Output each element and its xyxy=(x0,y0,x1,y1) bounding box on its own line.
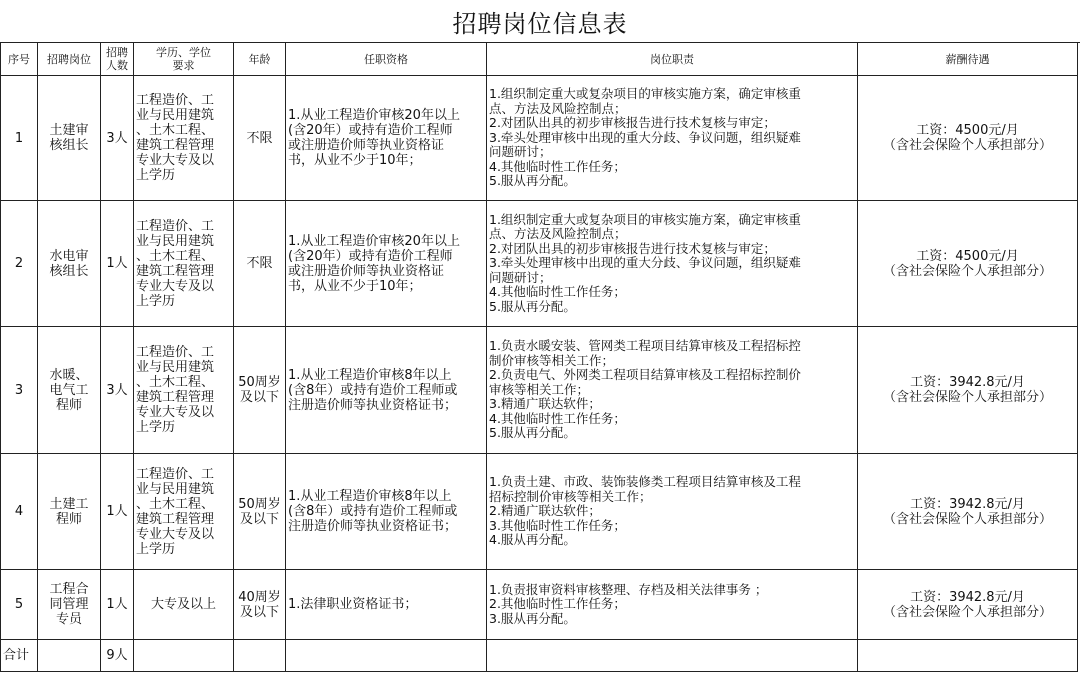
header-edu-line2: 要求 xyxy=(172,59,195,72)
cell-duty xyxy=(487,201,858,327)
cell-pay xyxy=(858,570,1078,640)
total-empty-position xyxy=(38,640,101,672)
cell-qualification xyxy=(286,454,487,570)
duty-line: 5.服从再分配。 xyxy=(489,173,576,189)
header-position: 招聘岗位 xyxy=(38,43,101,76)
table-body xyxy=(1,76,1078,640)
duty-line: 问题研讨； xyxy=(489,269,552,285)
education-line: 建筑工程管理 xyxy=(136,511,215,527)
education-line: 专业大专及以 xyxy=(136,278,215,294)
position-line: 土建审 xyxy=(49,123,89,138)
total-empty-duty xyxy=(487,640,858,672)
qualification-line: 1.法律职业资格证书； xyxy=(288,597,418,612)
pay-line: 工资：4500元/月 xyxy=(916,248,1019,264)
education-line: 工程造价、工 xyxy=(136,466,215,482)
pay-line: （含社会保险个人承担部分） xyxy=(882,511,1052,527)
duty-line: 3.牵头处理审核中出现的重大分歧、争议问题，组织疑难 xyxy=(489,255,801,271)
header-duty: 岗位职责 xyxy=(487,43,858,76)
cell-seq: 2 xyxy=(1,201,38,327)
qualification-line: 1.从业工程造价审核20年以上 xyxy=(288,233,460,249)
duty-line: 1.负责报审资料审核整理、存档及相关法律事务 ； xyxy=(489,581,768,597)
cell-seq: 4 xyxy=(1,454,38,570)
cell-pay xyxy=(858,201,1078,327)
position-line: 程师 xyxy=(55,511,82,527)
education-line: 大专及以上 xyxy=(150,597,216,612)
position-line: 程师 xyxy=(55,397,82,413)
header-count-line2: 人数 xyxy=(106,59,128,72)
education-line: 、土木工程、 xyxy=(136,248,215,264)
education-line: 建筑工程管理 xyxy=(136,263,215,279)
duty-line: 4.其他临时性工作任务； xyxy=(489,284,626,300)
duty-line: 制价审核等相关工作； xyxy=(489,352,615,368)
education-line: 业与民用建筑 xyxy=(136,108,215,123)
qualification-line: 注册造价师等执业资格证书； xyxy=(288,519,458,534)
duty-line: 2.负责电气、外网类工程项目结算审核及工程招标控制价 xyxy=(489,367,801,383)
qualification-line: (含8年）或持有造价工程师或 xyxy=(288,382,458,398)
education-line: 工程造价、工 xyxy=(136,218,215,234)
cell-seq: 3 xyxy=(1,327,38,454)
pay-line: 工资：3942.8元/月 xyxy=(910,375,1025,390)
cell-position xyxy=(38,570,101,640)
total-label: 合计 xyxy=(1,640,38,672)
pay-line: 工资：3942.8元/月 xyxy=(910,496,1025,512)
qualification-line: 或注册造价师等执业资格证 xyxy=(288,263,445,279)
cell-age xyxy=(234,201,286,327)
table-row xyxy=(1,76,1078,201)
education-line: 建筑工程管理 xyxy=(136,138,215,153)
position-line: 土建工 xyxy=(49,496,89,512)
cell-duty xyxy=(487,327,858,454)
duty-line: 1.组织制定重大或复杂项目的审核实施方案，确定审核重 xyxy=(489,86,801,102)
cell-count: 3人 xyxy=(101,327,134,454)
cell-count: 1人 xyxy=(101,454,134,570)
cell-pay xyxy=(858,76,1078,201)
cell-count: 3人 xyxy=(101,76,134,201)
duty-line: 问题研讨； xyxy=(489,144,552,160)
cell-qualification xyxy=(286,76,487,201)
header-count-line1: 招聘 xyxy=(106,46,128,59)
position-line: 核组长 xyxy=(49,263,89,279)
duty-line: 5.服从再分配。 xyxy=(489,298,576,314)
education-line: 上学历 xyxy=(136,541,176,557)
age-line: 50周岁 xyxy=(238,496,281,512)
education-line: 上学历 xyxy=(136,293,176,309)
pay-line: 工资：3942.8元/月 xyxy=(910,589,1025,605)
total-empty-pay xyxy=(858,640,1078,672)
table-row xyxy=(1,201,1078,327)
cell-seq: 5 xyxy=(1,570,38,640)
cell-count: 1人 xyxy=(101,201,134,327)
header-pay: 薪酬待遇 xyxy=(858,43,1078,76)
duty-line: 3.服从再分配。 xyxy=(489,610,576,626)
duty-line: 招标控制价审核等相关工作； xyxy=(489,488,652,504)
qualification-line: 或注册造价师等执业资格证 xyxy=(288,138,445,153)
duty-line: 1.负责水暖安装、管网类工程项目结算审核及工程招标控 xyxy=(489,338,801,354)
header-age: 年龄 xyxy=(234,43,286,76)
cell-pay xyxy=(858,327,1078,454)
cell-count: 1人 xyxy=(101,570,134,640)
education-line: 上学历 xyxy=(136,420,176,435)
education-line: 专业大专及以 xyxy=(136,153,215,168)
pay-line: （含社会保险个人承担部分） xyxy=(882,604,1052,620)
education-line: 上学历 xyxy=(136,168,176,183)
duty-line: 2.对团队出具的初步审核报告进行技术复核与审定； xyxy=(489,115,776,131)
duty-line: 4.其他临时性工作任务； xyxy=(489,410,626,426)
position-line: 电气工 xyxy=(49,382,89,398)
cell-education xyxy=(134,570,234,640)
cell-age xyxy=(234,570,286,640)
qualification-line: 注册造价师等执业资格证书； xyxy=(288,397,458,413)
total-count: 9人 xyxy=(101,640,134,672)
age-line: 不限 xyxy=(246,130,273,146)
cell-duty xyxy=(487,570,858,640)
education-line: 、土木工程、 xyxy=(136,123,215,138)
pay-line: （含社会保险个人承担部分） xyxy=(882,138,1052,153)
age-line: 50周岁 xyxy=(238,375,281,390)
qualification-line: 1.从业工程造价审核8年以上 xyxy=(288,489,452,504)
cell-position xyxy=(38,201,101,327)
pay-line: （含社会保险个人承担部分） xyxy=(882,390,1052,405)
position-line: 核组长 xyxy=(49,138,89,153)
qualification-line: 书，从业不少于10年； xyxy=(288,278,422,294)
pay-line: 工资：4500元/月 xyxy=(916,123,1019,138)
education-line: 工程造价、工 xyxy=(136,93,215,108)
pay-line: （含社会保险个人承担部分） xyxy=(882,263,1052,279)
cell-education xyxy=(134,327,234,454)
duty-line: 点、方法及风险控制点； xyxy=(489,100,627,116)
position-line: 水暖、 xyxy=(49,367,89,383)
cell-age xyxy=(234,76,286,201)
education-line: 工程造价、工 xyxy=(136,345,215,360)
qualification-line: 书，从业不少于10年； xyxy=(288,153,422,168)
header-qualification: 任职资格 xyxy=(286,43,487,76)
position-line: 工程合 xyxy=(49,582,89,597)
position-line: 专员 xyxy=(55,612,82,627)
education-line: 业与民用建筑 xyxy=(136,360,215,375)
position-line: 水电审 xyxy=(49,248,89,264)
cell-education xyxy=(134,454,234,570)
duty-line: 4.其他临时性工作任务； xyxy=(489,158,626,174)
education-line: 、土木工程、 xyxy=(136,496,215,512)
total-empty-age xyxy=(234,640,286,672)
cell-age xyxy=(234,454,286,570)
education-line: 业与民用建筑 xyxy=(136,481,215,497)
age-line: 不限 xyxy=(246,256,273,271)
duty-line: 2.其他临时性工作任务； xyxy=(489,596,626,612)
cell-qualification xyxy=(286,201,487,327)
duty-line: 3.精通广联达软件； xyxy=(489,396,601,412)
duty-line: 审核等相关工作； xyxy=(489,381,590,397)
table-row xyxy=(1,570,1078,640)
qualification-line: 1.从业工程造价审核8年以上 xyxy=(288,367,452,383)
cell-duty xyxy=(487,454,858,570)
duty-line: 2.对团队出具的初步审核报告进行技术复核与审定； xyxy=(489,240,776,256)
cell-position xyxy=(38,76,101,201)
cell-education xyxy=(134,76,234,201)
education-line: 、土木工程、 xyxy=(136,375,215,390)
total-empty-edu xyxy=(134,640,234,672)
cell-education xyxy=(134,201,234,327)
header-education xyxy=(134,43,234,76)
education-line: 专业大专及以 xyxy=(136,526,215,542)
header-seq: 序号 xyxy=(1,43,38,76)
cell-age xyxy=(234,327,286,454)
header-row xyxy=(1,43,1078,76)
age-line: 40周岁 xyxy=(238,589,281,605)
cell-qualification xyxy=(286,327,487,454)
duty-line: 5.服从再分配。 xyxy=(489,425,576,441)
qualification-line: (含8年）或持有造价工程师或 xyxy=(288,504,458,519)
table-row xyxy=(1,327,1078,454)
header-count xyxy=(101,43,134,76)
duty-line: 1.组织制定重大或复杂项目的审核实施方案，确定审核重 xyxy=(489,211,801,227)
age-line: 及以下 xyxy=(239,604,279,620)
duty-line: 点、方法及风险控制点； xyxy=(489,226,627,242)
education-line: 建筑工程管理 xyxy=(136,390,215,405)
age-line: 及以下 xyxy=(239,390,279,405)
education-line: 专业大专及以 xyxy=(136,405,215,420)
cell-duty xyxy=(487,76,858,201)
position-line: 同管理 xyxy=(49,597,89,612)
duty-line: 4.服从再分配。 xyxy=(489,532,576,548)
duty-line: 3.牵头处理审核中出现的重大分歧、争议问题，组织疑难 xyxy=(489,129,801,145)
cell-position xyxy=(38,327,101,454)
header-edu-line1: 学历、学位 xyxy=(156,46,211,59)
total-row xyxy=(1,640,1078,672)
qualification-line: 1.从业工程造价审核20年以上 xyxy=(288,108,460,123)
duty-line: 2.精通广联达软件； xyxy=(489,503,601,519)
table-row xyxy=(1,454,1078,570)
cell-pay xyxy=(858,454,1078,570)
table-title: 招聘岗位信息表 xyxy=(0,0,1080,43)
positions-table xyxy=(0,42,1078,672)
cell-qualification xyxy=(286,570,487,640)
qualification-line: (含20年）或持有造价工程师 xyxy=(288,248,453,264)
qualification-line: (含20年）或持有造价工程师 xyxy=(288,123,453,138)
duty-line: 3.其他临时性工作任务； xyxy=(489,517,626,533)
duty-line: 1.负责土建、市政、装饰装修类工程项目结算审核及工程 xyxy=(489,474,801,490)
cell-seq: 1 xyxy=(1,76,38,201)
cell-position xyxy=(38,454,101,570)
total-empty-qual xyxy=(286,640,487,672)
education-line: 业与民用建筑 xyxy=(136,233,215,249)
age-line: 及以下 xyxy=(239,511,279,527)
